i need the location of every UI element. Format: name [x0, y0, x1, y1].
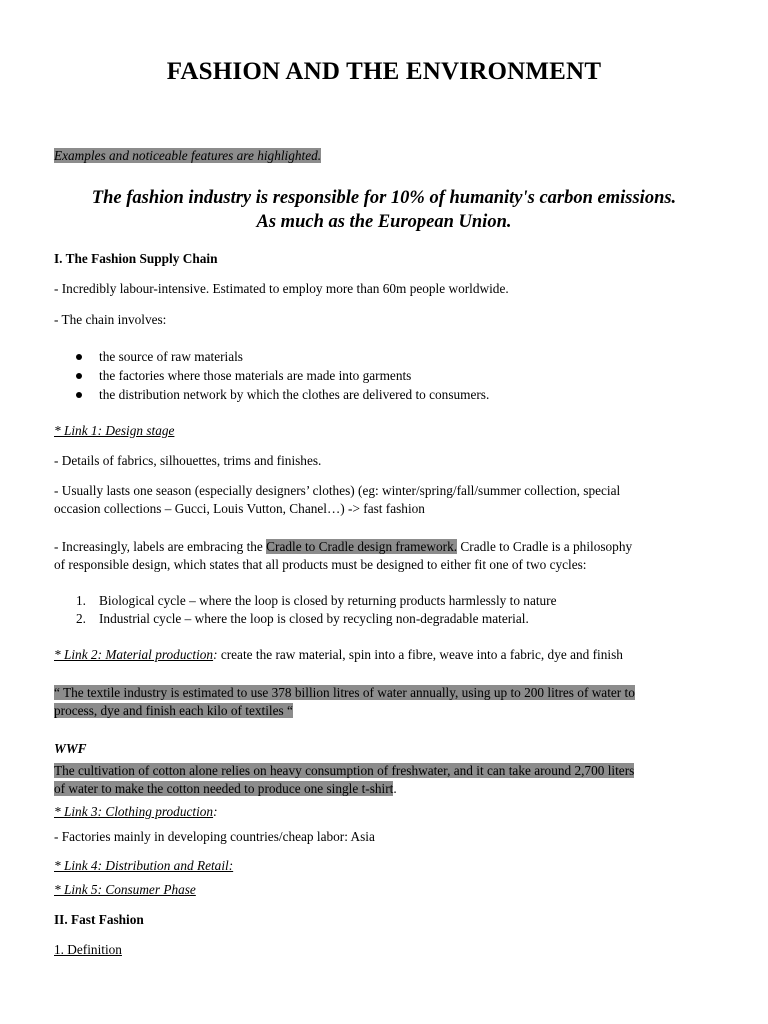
link-5-line	[54, 881, 716, 899]
lead-line-2: As much as the European Union.	[256, 212, 512, 232]
cotton-water-fact: The cultivation of cotton alone relies on heavy consumption of freshwater, and it can take around 2,700 liters of water to make the cotton needed to produce one single t-shirt.	[54, 763, 635, 796]
lead-statement	[40, 186, 728, 234]
link-4-line	[54, 857, 716, 875]
cycles-list	[54, 592, 716, 628]
lead-line-1: The fashion industry is responsible for 10% of humanity's carbon emissions.	[91, 188, 677, 208]
link-2-heading: * Link 2: Material production	[54, 647, 214, 662]
link-4-heading: * Link 4: Distribution and Retail:	[54, 858, 234, 873]
bullet-icon	[76, 354, 82, 360]
supply-chain-paragraph-1: - Incredibly labour-intensive. Estimated to employ more than 60m people worldwide.	[54, 281, 509, 296]
link-3-line: * Link 3: Clothing production:	[54, 804, 218, 819]
link-1-paragraph-1: - Details of fabrics, silhouettes, trims and finishes.	[54, 453, 322, 468]
link-3-heading: * Link 3: Clothing production	[54, 804, 214, 819]
highlight-note: Examples and noticeable features are highlighted.	[54, 148, 322, 163]
supply-chain-bullets	[54, 348, 716, 405]
document-title: FASHION AND THE ENVIRONMENT	[166, 58, 602, 85]
list-item: the distribution network by which the clothes are delivered to consumers.	[54, 386, 716, 405]
link-2-line: * Link 2: Material production: create the raw material, spin into a fibre, weave into a fabric, dye and finish	[54, 647, 623, 662]
definition-subheading: 1. Definition	[54, 942, 122, 957]
list-item: 2. Industrial cycle – where the loop is closed by recycling non-degradable material.	[76, 611, 529, 626]
supply-chain-paragraph-2: - The chain involves:	[54, 312, 167, 327]
textile-water-quote: “ The textile industry is estimated to use 378 billion litres of water annually, using up to 200 litres of water to process, dye and finish each kilo of textiles “	[54, 685, 635, 718]
link-1-paragraph-3: - Increasingly, labels are embracing the Cradle to Cradle design framework. Cradle to Cradle is a philosophy of responsible design, which states that all products must be designed to either fit one of two cycles:	[54, 539, 633, 572]
link-5-heading: * Link 5: Consumer Phase	[54, 882, 196, 897]
link-1-paragraph-2: - Usually lasts one season (especially designers’ clothes) (eg: winter/spring/fall/summer collection, special occasion collections – Gucci, Louis Vutton, Chanel…) -> fast fashion	[54, 483, 621, 516]
link-3-paragraph-1: - Factories mainly in developing countries/cheap labor: Asia	[54, 829, 375, 844]
cradle-highlight: Cradle to Cradle design framework.	[266, 539, 458, 554]
section-1-heading: I. The Fashion Supply Chain	[54, 251, 218, 266]
list-item: the source of raw materials	[54, 348, 716, 367]
wwf-label: WWF	[54, 741, 87, 756]
link-1-heading: * Link 1: Design stage	[54, 423, 175, 438]
bullet-icon	[76, 392, 82, 398]
section-2-heading: II. Fast Fashion	[54, 912, 144, 927]
list-item: 1. Biological cycle – where the loop is closed by returning products harmlessly to nature	[76, 593, 557, 608]
bullet-icon	[76, 373, 82, 379]
list-item: the factories where those materials are made into garments	[54, 367, 716, 386]
